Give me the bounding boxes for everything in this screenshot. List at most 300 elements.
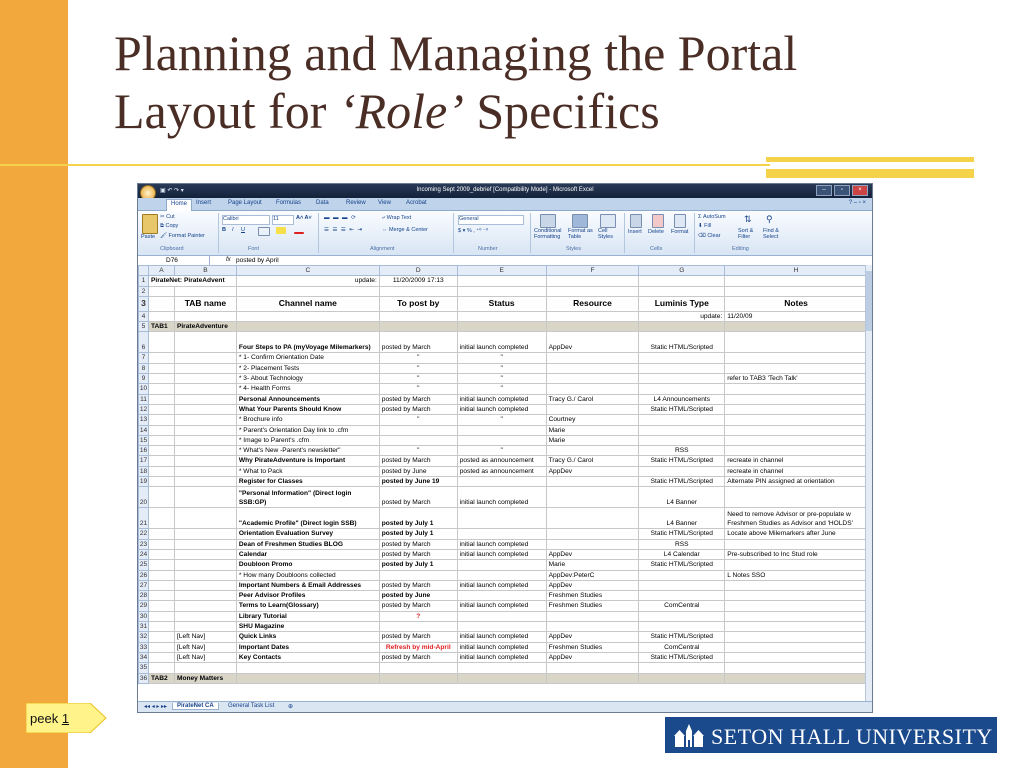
- cell-c[interactable]: Personal Announcements: [236, 394, 379, 404]
- row-header[interactable]: 6: [139, 332, 149, 353]
- tab-insert[interactable]: Insert: [196, 200, 212, 206]
- cell-b[interactable]: [Left Nav]: [174, 632, 236, 642]
- cell-d[interactable]: [379, 663, 457, 673]
- cell-h[interactable]: [725, 622, 868, 632]
- cell-c[interactable]: Peer Advisor Profiles: [236, 591, 379, 601]
- cell-e[interactable]: [457, 611, 546, 621]
- cell-c[interactable]: * 4- Health Forms: [236, 384, 379, 394]
- close-icon[interactable]: ×: [852, 185, 868, 196]
- cell-f[interactable]: AppDev: [546, 549, 639, 559]
- maximize-icon[interactable]: ▫: [834, 185, 850, 196]
- cell-f[interactable]: [546, 276, 639, 286]
- cell-h[interactable]: [725, 673, 868, 683]
- cell-a[interactable]: [148, 296, 174, 311]
- row-header[interactable]: 23: [139, 540, 148, 548]
- cell-b[interactable]: [174, 415, 236, 425]
- row-header[interactable]: 25: [139, 561, 148, 569]
- cell-f[interactable]: [546, 363, 639, 373]
- cell-h[interactable]: Alternate PIN assigned at orientation: [725, 477, 868, 487]
- row-header[interactable]: 21: [139, 508, 149, 529]
- cell-g[interactable]: [639, 353, 725, 363]
- cell-g[interactable]: L4 Announcements: [639, 394, 725, 404]
- cell-h[interactable]: refer to TAB3 'Tech Talk': [725, 374, 868, 384]
- cell-h[interactable]: [725, 353, 868, 363]
- cell-e[interactable]: [457, 435, 546, 445]
- cell-d[interactable]: ?: [379, 611, 457, 621]
- grow-font-icon[interactable]: A˄ A˅: [296, 215, 312, 221]
- cell-b[interactable]: [174, 384, 236, 394]
- cell-d[interactable]: [379, 311, 457, 321]
- number-format-select[interactable]: General: [458, 215, 524, 225]
- column-header-b[interactable]: B: [174, 266, 236, 276]
- cell-g[interactable]: ComCentral: [639, 601, 725, 611]
- cell-g[interactable]: [639, 435, 725, 445]
- cell-g[interactable]: [639, 673, 725, 683]
- row-header[interactable]: 20: [139, 487, 149, 508]
- tab-acrobat[interactable]: Acrobat: [406, 200, 427, 206]
- cell-e[interactable]: Status: [457, 296, 546, 311]
- cell-b[interactable]: [174, 601, 236, 611]
- copy-button[interactable]: [160, 223, 178, 230]
- column-header-f[interactable]: F: [546, 266, 639, 276]
- cell-c[interactable]: Key Contacts: [236, 652, 379, 662]
- cell-g[interactable]: L4 Banner: [639, 508, 725, 529]
- cell-d[interactable]: posted by March: [379, 487, 457, 508]
- cell-e[interactable]: initial launch completed: [457, 539, 546, 549]
- cell-a[interactable]: [148, 404, 174, 414]
- cell-d[interactable]: ": [379, 363, 457, 373]
- cell-h[interactable]: [725, 539, 868, 549]
- cell-c[interactable]: Dean of Freshmen Studies BLOG: [236, 539, 379, 549]
- cell-c[interactable]: * What's New -Parent's newsletter": [236, 446, 379, 456]
- cell-e[interactable]: [457, 570, 546, 580]
- cell-b[interactable]: [174, 446, 236, 456]
- cell-c[interactable]: [236, 311, 379, 321]
- cell-c[interactable]: Library Tutorial: [236, 611, 379, 621]
- cell-d[interactable]: 11/20/2009 17:13: [379, 276, 457, 286]
- wrap-text-button[interactable]: [382, 215, 411, 222]
- tab-view[interactable]: View: [378, 200, 391, 206]
- cell-g[interactable]: update:: [639, 311, 725, 321]
- cell-h[interactable]: [725, 384, 868, 394]
- cell-f[interactable]: [546, 446, 639, 456]
- row-header[interactable]: 36: [139, 674, 148, 682]
- cell-d[interactable]: posted by March: [379, 539, 457, 549]
- cell-b[interactable]: TAB name: [174, 296, 236, 311]
- cell-a[interactable]: TAB1: [148, 322, 174, 332]
- cell-a[interactable]: [148, 425, 174, 435]
- cell-b[interactable]: [174, 539, 236, 549]
- cell-b[interactable]: Money Matters: [174, 673, 236, 683]
- cell-g[interactable]: [639, 322, 725, 332]
- cell-b[interactable]: [174, 332, 236, 353]
- cell-e[interactable]: initial launch completed: [457, 394, 546, 404]
- row-header[interactable]: 18: [139, 467, 148, 475]
- cell-g[interactable]: [639, 276, 725, 286]
- cell-d[interactable]: posted by March: [379, 404, 457, 414]
- cell-f[interactable]: Tracy G./ Carol: [546, 456, 639, 466]
- row-header[interactable]: 2: [139, 286, 149, 296]
- row-header[interactable]: 30: [139, 612, 148, 620]
- cell-a[interactable]: TAB2: [148, 673, 174, 683]
- cell-d[interactable]: posted by March: [379, 652, 457, 662]
- cell-h[interactable]: Pre-subscribed to Inc Stud role: [725, 549, 868, 559]
- cell-e[interactable]: [457, 560, 546, 570]
- format-painter-button[interactable]: [160, 233, 205, 239]
- cell-h[interactable]: [725, 276, 868, 286]
- cell-e[interactable]: initial launch completed: [457, 549, 546, 559]
- cell-b[interactable]: [174, 394, 236, 404]
- cell-d[interactable]: ": [379, 384, 457, 394]
- minimize-icon[interactable]: –: [816, 185, 832, 196]
- column-header-g[interactable]: G: [639, 266, 725, 276]
- cell-h[interactable]: [725, 632, 868, 642]
- row-header[interactable]: 15: [139, 436, 148, 444]
- cell-e[interactable]: initial launch completed: [457, 487, 546, 508]
- cell-b[interactable]: [174, 580, 236, 590]
- cell-a[interactable]: [148, 332, 174, 353]
- cell-a[interactable]: [148, 549, 174, 559]
- cell-g[interactable]: [639, 570, 725, 580]
- cell-d[interactable]: posted by March: [379, 456, 457, 466]
- cell-f[interactable]: Marie: [546, 425, 639, 435]
- cell-b[interactable]: [174, 404, 236, 414]
- cell-g[interactable]: [639, 580, 725, 590]
- row-header[interactable]: 5: [139, 322, 149, 332]
- cell-b[interactable]: [174, 353, 236, 363]
- cell-d[interactable]: posted by March: [379, 632, 457, 642]
- fill-button[interactable]: [698, 223, 711, 229]
- insert-label[interactable]: Insert: [628, 229, 642, 235]
- cell-e[interactable]: [457, 673, 546, 683]
- cell-b[interactable]: [174, 611, 236, 621]
- cell-d[interactable]: [379, 622, 457, 632]
- cell-g[interactable]: [639, 611, 725, 621]
- cell-c[interactable]: * Image to Parent's .cfm: [236, 435, 379, 445]
- cell-c[interactable]: Four Steps to PA (myVoyage Milemarkers): [236, 332, 379, 353]
- row-header[interactable]: 35: [139, 664, 148, 672]
- cell-c[interactable]: * What to Pack: [236, 466, 379, 476]
- name-box[interactable]: D76: [140, 256, 210, 266]
- cell-h[interactable]: [725, 332, 868, 353]
- cell-a[interactable]: [148, 466, 174, 476]
- cell-g[interactable]: Static HTML/Scripted: [639, 404, 725, 414]
- cell-d[interactable]: ": [379, 374, 457, 384]
- cell-d[interactable]: [379, 435, 457, 445]
- formula-input[interactable]: posted by April: [236, 257, 279, 264]
- cell-e[interactable]: initial launch completed: [457, 601, 546, 611]
- cell-g[interactable]: [639, 374, 725, 384]
- format-label[interactable]: Format: [671, 229, 689, 235]
- row-header[interactable]: 27: [139, 581, 148, 589]
- cell-d[interactable]: posted by June: [379, 466, 457, 476]
- cell-f[interactable]: Freshmen Studies: [546, 591, 639, 601]
- cell-b[interactable]: [174, 425, 236, 435]
- cell-g[interactable]: [639, 415, 725, 425]
- cell-b[interactable]: [174, 374, 236, 384]
- cell-f[interactable]: [546, 353, 639, 363]
- cell-f[interactable]: [546, 663, 639, 673]
- paste-icon[interactable]: [142, 214, 158, 234]
- cell-d[interactable]: ": [379, 446, 457, 456]
- cell-h[interactable]: [725, 404, 868, 414]
- cell-a[interactable]: [148, 311, 174, 321]
- cell-h[interactable]: [725, 415, 868, 425]
- cell-g[interactable]: [639, 384, 725, 394]
- delete-cells-icon[interactable]: [652, 214, 664, 228]
- column-header-a[interactable]: A: [148, 266, 174, 276]
- cell-e[interactable]: [457, 508, 546, 529]
- cell-h[interactable]: [725, 560, 868, 570]
- format-table-label[interactable]: Format as Table: [568, 228, 593, 240]
- cell-h[interactable]: recreate in channel: [725, 466, 868, 476]
- cell-f[interactable]: [546, 374, 639, 384]
- cell-d[interactable]: posted by July 1: [379, 529, 457, 539]
- insert-cells-icon[interactable]: [630, 214, 642, 228]
- cell-f[interactable]: [546, 529, 639, 539]
- cell-h[interactable]: [725, 322, 868, 332]
- cell-f[interactable]: [546, 322, 639, 332]
- cell-c[interactable]: Calendar: [236, 549, 379, 559]
- cell-a[interactable]: [148, 632, 174, 642]
- cell-a[interactable]: [148, 529, 174, 539]
- cell-b[interactable]: [174, 311, 236, 321]
- cell-h[interactable]: [725, 580, 868, 590]
- cell-c[interactable]: Important Numbers & Email Addresses: [236, 580, 379, 590]
- cell-e[interactable]: initial launch completed: [457, 332, 546, 353]
- fill-color-icon[interactable]: [276, 227, 286, 234]
- cell-e[interactable]: initial launch completed: [457, 642, 546, 652]
- cell-b[interactable]: [Left Nav]: [174, 652, 236, 662]
- cell-b[interactable]: [174, 591, 236, 601]
- cell-a[interactable]: [148, 591, 174, 601]
- cell-c[interactable]: "Academic Profile" (Direct login SSB): [236, 508, 379, 529]
- cell-e[interactable]: ": [457, 353, 546, 363]
- cell-h[interactable]: Notes: [725, 296, 868, 311]
- cell-h[interactable]: [725, 611, 868, 621]
- cell-e[interactable]: [457, 425, 546, 435]
- cell-f[interactable]: [546, 384, 639, 394]
- cell-e[interactable]: [457, 663, 546, 673]
- row-header[interactable]: 16: [139, 447, 148, 455]
- cell-d[interactable]: posted by June 19: [379, 477, 457, 487]
- cell-e[interactable]: ": [457, 415, 546, 425]
- underline-icon[interactable]: U: [241, 227, 245, 233]
- row-header[interactable]: 33: [139, 643, 148, 651]
- cell-h[interactable]: [725, 591, 868, 601]
- cell-e[interactable]: [457, 311, 546, 321]
- cell-g[interactable]: [639, 466, 725, 476]
- cell-a[interactable]: [148, 539, 174, 549]
- cell-f[interactable]: Tracy G./ Carol: [546, 394, 639, 404]
- font-color-icon[interactable]: [294, 232, 304, 234]
- tab-page-layout[interactable]: Page Layout: [228, 200, 262, 206]
- cell-g[interactable]: L4 Calendar: [639, 549, 725, 559]
- cell-h[interactable]: recreate in channel: [725, 456, 868, 466]
- select-all-corner[interactable]: [139, 266, 149, 276]
- cell-d[interactable]: posted by July 1: [379, 508, 457, 529]
- cell-h[interactable]: [725, 425, 868, 435]
- cell-b[interactable]: [174, 487, 236, 508]
- cell-g[interactable]: Static HTML/Scripted: [639, 529, 725, 539]
- cell-d[interactable]: ": [379, 415, 457, 425]
- cell-b[interactable]: [174, 549, 236, 559]
- conditional-formatting-icon[interactable]: [540, 214, 556, 228]
- cell-c[interactable]: * 3- About Technology: [236, 374, 379, 384]
- cell-h[interactable]: [725, 363, 868, 373]
- cell-c[interactable]: SHU Magazine: [236, 622, 379, 632]
- cell-h[interactable]: [725, 446, 868, 456]
- cell-f[interactable]: AppDev: [546, 580, 639, 590]
- column-header-c[interactable]: C: [236, 266, 379, 276]
- cell-f[interactable]: AppDev:PeterC: [546, 570, 639, 580]
- cell-h[interactable]: Need to remove Advisor or pre-populate w Freshmen Studies as Advisor and 'HOLDS': [725, 508, 868, 529]
- cell-c[interactable]: update:: [236, 276, 379, 286]
- cell-d[interactable]: [379, 286, 457, 296]
- cell-c[interactable]: Quick Links: [236, 632, 379, 642]
- cell-f[interactable]: [546, 404, 639, 414]
- cell-e[interactable]: initial launch completed: [457, 580, 546, 590]
- binoculars-icon[interactable]: ⚲: [766, 214, 773, 224]
- align-top-icons[interactable]: ▬ ▬ ▬ ⟳: [324, 215, 357, 221]
- cell-a[interactable]: [148, 642, 174, 652]
- cell-h[interactable]: [725, 601, 868, 611]
- cell-e[interactable]: [457, 622, 546, 632]
- format-table-icon[interactable]: [572, 214, 588, 228]
- cell-a[interactable]: [148, 622, 174, 632]
- row-header[interactable]: 7: [139, 353, 149, 363]
- cell-d[interactable]: Refresh by mid-April: [379, 642, 457, 652]
- cell-g[interactable]: [639, 425, 725, 435]
- cell-d[interactable]: posted by March: [379, 580, 457, 590]
- cell-g[interactable]: [639, 663, 725, 673]
- cell-f[interactable]: [546, 611, 639, 621]
- cell-a[interactable]: [148, 415, 174, 425]
- cell-f[interactable]: [546, 487, 639, 508]
- merge-center-button[interactable]: [382, 227, 428, 233]
- cell-e[interactable]: ": [457, 384, 546, 394]
- cell-g[interactable]: Luminis Type: [639, 296, 725, 311]
- cell-d[interactable]: posted by March: [379, 394, 457, 404]
- insert-sheet-icon[interactable]: ⊕: [288, 704, 294, 710]
- cell-g[interactable]: RSS: [639, 446, 725, 456]
- cell-a[interactable]: [148, 601, 174, 611]
- cell-b[interactable]: [174, 435, 236, 445]
- cell-e[interactable]: posted as announcement: [457, 456, 546, 466]
- cell-d[interactable]: ": [379, 353, 457, 363]
- cell-d[interactable]: To post by: [379, 296, 457, 311]
- row-header[interactable]: 28: [139, 592, 148, 600]
- cell-h[interactable]: [725, 487, 868, 508]
- cell-f[interactable]: Courtney: [546, 415, 639, 425]
- cell-c[interactable]: [236, 322, 379, 332]
- cell-g[interactable]: Static HTML/Scripted: [639, 652, 725, 662]
- column-header-d[interactable]: D: [379, 266, 457, 276]
- row-header[interactable]: 34: [139, 653, 148, 661]
- cell-e[interactable]: [457, 529, 546, 539]
- cell-d[interactable]: posted by June: [379, 591, 457, 601]
- cell-f[interactable]: [546, 622, 639, 632]
- cell-b[interactable]: [174, 663, 236, 673]
- row-header[interactable]: 1: [139, 276, 149, 286]
- cell-e[interactable]: [457, 286, 546, 296]
- cell-f[interactable]: [546, 539, 639, 549]
- cell-f[interactable]: [546, 286, 639, 296]
- cell-f[interactable]: AppDev: [546, 652, 639, 662]
- currency-percent-icons[interactable]: $ ▾ % , ⁺⁰ ⁻⁰: [458, 228, 489, 234]
- help-icon[interactable]: ? – ▫ ×: [848, 200, 866, 206]
- cell-f[interactable]: AppDev: [546, 466, 639, 476]
- row-header[interactable]: 10: [139, 385, 148, 393]
- row-header[interactable]: 24: [139, 550, 148, 558]
- cell-h[interactable]: L Notes SSO: [725, 570, 868, 580]
- row-header[interactable]: 12: [139, 405, 148, 413]
- cell-b[interactable]: [174, 622, 236, 632]
- cell-c[interactable]: What Your Parents Should Know: [236, 404, 379, 414]
- row-header[interactable]: 8: [139, 363, 149, 373]
- scroll-thumb[interactable]: [866, 271, 872, 331]
- font-name-select[interactable]: Calibri: [222, 215, 270, 225]
- row-header[interactable]: 4: [139, 311, 149, 321]
- row-header[interactable]: 9: [139, 374, 149, 384]
- cell-e[interactable]: ": [457, 374, 546, 384]
- cell-b[interactable]: [174, 363, 236, 373]
- cell-f[interactable]: [546, 311, 639, 321]
- cell-e[interactable]: initial launch completed: [457, 632, 546, 642]
- cell-c[interactable]: "Personal Information" (Direct login SSB:GP): [236, 487, 379, 508]
- peek-link[interactable]: 1: [61, 711, 70, 726]
- cell-b[interactable]: PirateAdventure: [174, 322, 236, 332]
- row-header[interactable]: 11: [140, 395, 147, 403]
- cell-d[interactable]: [379, 673, 457, 683]
- cell-h[interactable]: [725, 435, 868, 445]
- cell-a[interactable]: [148, 652, 174, 662]
- cell-c[interactable]: Why PirateAdventure is Important: [236, 456, 379, 466]
- cell-a[interactable]: [148, 477, 174, 487]
- delete-label[interactable]: Delete: [648, 229, 664, 235]
- sort-filter-icon[interactable]: ⇅: [744, 214, 752, 224]
- cell-c[interactable]: Important Dates: [236, 642, 379, 652]
- cell-f[interactable]: Marie: [546, 560, 639, 570]
- cell-a[interactable]: [148, 353, 174, 363]
- sheet-nav-arrows[interactable]: ◂◂ ◂ ▸ ▸▸: [144, 704, 168, 710]
- tab-formulas[interactable]: Formulas: [276, 200, 302, 206]
- cell-b[interactable]: [174, 466, 236, 476]
- cell-a[interactable]: [148, 487, 174, 508]
- fx-icon[interactable]: fx: [226, 257, 231, 263]
- cell-b[interactable]: [174, 477, 236, 487]
- cell-a[interactable]: [148, 508, 174, 529]
- cell-e[interactable]: initial launch completed: [457, 404, 546, 414]
- cell-h[interactable]: [725, 663, 868, 673]
- cell-d[interactable]: posted by March: [379, 549, 457, 559]
- cell-g[interactable]: L4 Banner: [639, 487, 725, 508]
- cell-e[interactable]: ": [457, 446, 546, 456]
- row-header[interactable]: 22: [139, 530, 148, 538]
- row-header[interactable]: 13: [139, 416, 148, 424]
- cell-a[interactable]: PirateNet: PirateAdvent: [148, 276, 236, 286]
- cell-d[interactable]: [379, 425, 457, 435]
- cell-h[interactable]: [725, 652, 868, 662]
- borders-icon[interactable]: [258, 227, 270, 236]
- row-header[interactable]: 17: [139, 457, 148, 465]
- cell-f[interactable]: AppDev: [546, 632, 639, 642]
- cell-h[interactable]: Locate above Milemarkers after June: [725, 529, 868, 539]
- cell-f[interactable]: Resource: [546, 296, 639, 311]
- cell-e[interactable]: initial launch completed: [457, 652, 546, 662]
- cell-e[interactable]: ": [457, 363, 546, 373]
- cell-e[interactable]: posted as announcement: [457, 466, 546, 476]
